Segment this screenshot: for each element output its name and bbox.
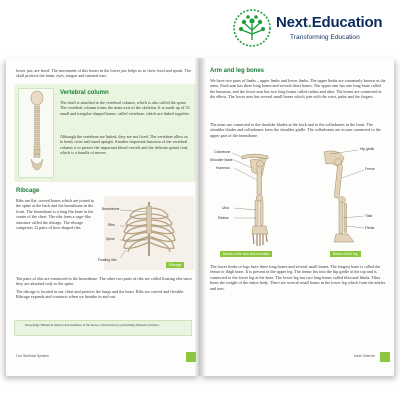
arm-paragraph-1: We have two pairs of limbs – upper limbs and lower limbs. The upper limbs are commonly known as the arms. Each arm has three long bones and several short bones. The upper arm has one long bone called the humerus, and the lower arm has two long bones called radius and ulna. The bones are connected at the elbow. The lower arm has several small bones which join with the wrist, palm and the fingers.: [210, 78, 386, 100]
label-collarbone: Collarbone: [214, 150, 231, 154]
brand-tagline: Transforming Education: [290, 34, 360, 41]
skeleton-spine-illustration: [19, 89, 55, 179]
arm-caption: Bones of the arm and shoulder: [220, 251, 272, 257]
arm-figure: [210, 146, 300, 250]
label-ulna: Ulna: [222, 206, 229, 210]
label-fibula: Fibula: [365, 226, 375, 230]
knowledge-note: Knowledge Hidden in Objects Ask members of the house to find bones by performing different activities.: [14, 320, 192, 336]
leg-caption: Bones of the leg: [330, 251, 361, 257]
next-education-logo: [232, 6, 392, 54]
label-radius: Radius: [218, 216, 229, 220]
brand-name: Next.Education: [276, 14, 383, 31]
label-humerus: Humerus: [216, 166, 230, 170]
left-footer-title: Our Skeletal System: [16, 354, 49, 358]
arm-leg-heading: Arm and leg bones: [210, 68, 265, 74]
brand-tree-icon: [232, 8, 272, 48]
ribcage-paragraph-3: The ribcage is located in our chest and protects the lungs and the heart. Ribs are curved and flexible. Ribcage expands and contracts when we breathe in and out.: [16, 289, 185, 300]
vertebral-paragraph-1: The skull is attached to the vertebral column, which is also called the spine. The vertebral column forms the main axis of the skeleton. It is made up of 33 small and irregular-shaped bones, called vertebrae, which are linked together.: [60, 100, 190, 116]
label-tibia: Tibia: [365, 214, 373, 218]
left-page-number-badge: [186, 352, 196, 362]
left-page: [6, 58, 200, 376]
label-femur: Femur: [365, 167, 375, 171]
vertebral-heading: Vertebral column: [60, 90, 109, 96]
label-spine: Spine: [106, 237, 115, 241]
label-floating-ribs: Floating ribs: [98, 258, 117, 262]
label-shoulder-blade: Shoulder blade: [210, 158, 233, 162]
ribcage-paragraph-1: Ribs are flat, curved bones which are joined to the spine at the back and the breastbone in the front. The breastbone is a long flat bone in the centre of the chest. The ribs form a cage-like structure called the ribcage. The ribcage comprises 12 pairs of bow-shaped ribs.: [16, 198, 95, 231]
open-textbook: [0, 58, 400, 378]
leg-bones-illustration: [304, 146, 388, 250]
right-footer-title: Next Science: [354, 354, 376, 358]
label-hip-girdle: Hip girdle: [360, 147, 375, 151]
leg-paragraph: The lower limbs or legs have three long bones and several small bones. The longest bone is called the femur or thigh bone. It is present in the upper leg. The femur fits into the hip girdle at the top and is connected to the lower leg at the knee. The lower leg has two long bones called tibia and fibula. Tibia bears the weight of the entire body. There are several small bones in the lower leg which form the ankles and toes.: [210, 264, 386, 291]
ribcage-heading: Ribcage: [16, 188, 40, 194]
ribcage-figure: [98, 196, 194, 270]
right-page: [200, 58, 394, 376]
spine-figure: [18, 88, 54, 178]
arm-paragraph-2: The arms are connected to the shoulder blades at the back and to the collarbones in the front. The shoulder blades and collarbones form the shoulder girdle. The collarbones are in turn connected to the upper part of the breastbone.: [210, 122, 381, 138]
intro-paragraph: lower jaw, are fixed. The movement of this bones in the lower jaw helps us to chew food and speak. The skull protects the brain, eyes, tongue and internal ears.: [16, 68, 191, 79]
book-spine: [194, 58, 206, 376]
page-number-badge: [380, 352, 390, 362]
label-ribs: Ribs: [108, 223, 115, 227]
vertebral-paragraph-2: Although the vertebrae are linked, they are not fixed. The vertebrae allow us to bend, twist and stand upright. Another important function of the vertebral column is to protect the important blood vessels and the delicate spinal cord, which is a bundle of nerves.: [60, 134, 189, 156]
ribcage-paragraph-2: Ten pairs of ribs are connected to the breastbone. The other two pairs of ribs are called floating ribs since they are attached only to the spine.: [16, 276, 192, 287]
leg-figure: [304, 146, 388, 250]
label-breastbone: Breastbone: [102, 207, 120, 211]
ribcage-caption: Ribcage: [166, 262, 184, 268]
